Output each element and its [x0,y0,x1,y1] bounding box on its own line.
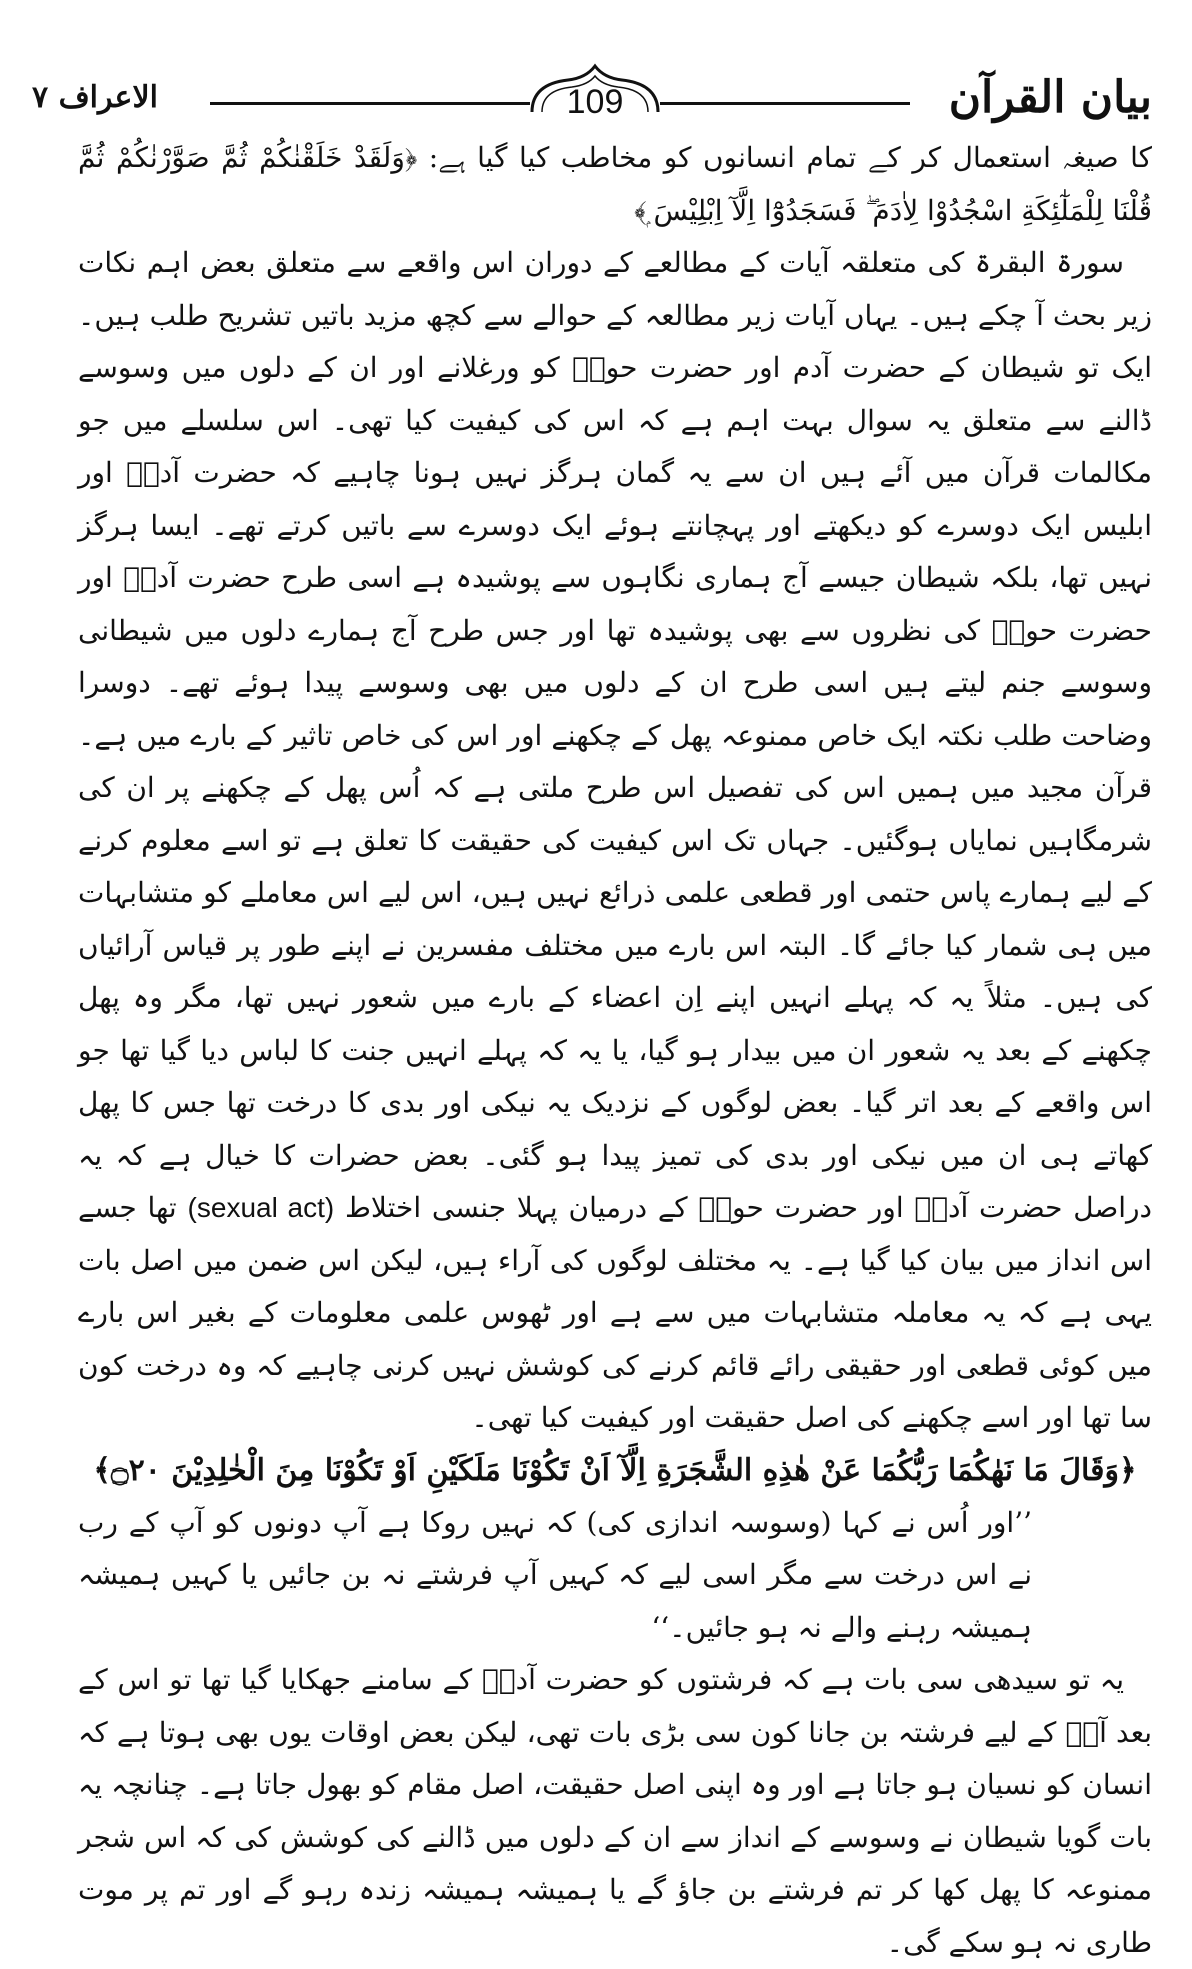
page-content [78,132,1152,1969]
header-rule-left [210,102,530,105]
intro-paragraph: کا صیغہ استعمال کر کے تمام انسانوں کو مخاطب کیا گیا ہے: ﴿وَلَقَدْ خَلَقْنٰكُمْ ثُمَّ صَوَّرْنٰكُمْ ثُمَّ قُلْنَا لِلْمَلٰٓئِكَةِ اسْجُدُوْا لِاٰدَمَ ۖ فَسَجَدُوْٓا اِلَّآ اِبْلِيْسَ ۭ﴾ [78,141,1152,227]
commentary-paragraph-2: یہ تو سیدھی سی بات ہے کہ فرشتوں کو حضرت آدمؑ کے سامنے جھکایا گیا تھا تو اس کے بعد آپؑ کے لیے فرشتہ بن جانا کون سی بڑی بات تھی، لیکن بعض اوقات یوں بھی ہوتا ہے کہ انسان کو نسیان ہو جاتا ہے اور وہ اپنی اصل حقیقت، اصل مقام کو بھول جاتا ہے۔ چنانچہ یہ بات گویا شیطان نے وسوسے کے انداز سے ان کے دلوں میں ڈالنے کی کوشش کی کہ اس شجر ممنوعہ کا پھل کھا کر تم فرشتے بن جاؤ گے یا ہمیشہ ہمیشہ زندہ رہو گے اور تم پر موت طاری نہ ہو سکے گی۔ [78,1663,1153,1959]
english-term: (sexual act) [187,1192,335,1223]
verse-translation [78,1497,1152,1655]
translation-text: ’’اور اُس نے کہا (وسوسہ اندازی کی) کہ نہیں روکا ہے آپ دونوں کو آپ کے رب نے اس درخت سے مگر اسی لیے کہ کہیں آپ فرشتے نہ بن جائیں یا کہیں ہمیشہ ہمیشہ رہنے والے نہ ہو جائیں۔‘‘ [78,1505,1032,1644]
commentary-text-tail: تھا جسے اس انداز میں بیان کیا گیا ہے۔ یہ مختلف لوگوں کی آراء ہیں، لیکن اس ضمن میں اصل بات یہی ہے کہ یہ معاملہ متشابہات میں سے ہے اور ٹھوس علمی معلومات کے بغیر اس بارے میں کوئی قطعی اور حقیقی رائے قائم کرنے کی کوشش نہیں کرنی چاہیے کہ وہ درخت کون سا تھا اور اسے چکھنے کی اصل حقیقت اور کیفیت کیا تھی۔ [78,1191,1152,1434]
quran-verse: ﴿وَقَالَ مَا نَهٰكُمَا رَبُّكُمَا عَنْ هٰذِهِ الشَّجَرَةِ اِلَّآ اَنْ تَكُوْنَا مَلَكَيْنِ اَوْ تَكُوْنَا مِنَ الْخٰلِدِيْنَ ۝۲۰﴾ [93,1452,1137,1488]
surah-label: الاعراف ۷ [32,80,158,115]
header-rule-right [660,102,910,105]
page-number-ornament [528,62,662,122]
commentary-paragraph-1 [78,237,1152,1445]
page-number: 109 [566,83,624,121]
commentary-text: سورۃ البقرۃ کی متعلقہ آیات کے مطالعے کے دوران اس واقعے سے متعلق بعض اہم نکات زیر بحث آ چکے ہیں۔ یہاں آیات زیر مطالعہ کے حوالے سے کچھ مزید باتیں تشریح طلب ہیں۔ ایک تو شیطان کے حضرت آدم اور حضرت حواؑ کو ورغلانے اور ان کے دلوں میں وسوسے ڈالنے سے متعلق یہ سوال بہت اہم ہے کہ اس کی کیفیت کیا تھی۔ اس سلسلے میں جو مکالمات قرآن میں آئے ہیں ان سے یہ گمان ہرگز نہیں ہونا چاہیے کہ حضرت آدمؑ اور ابلیس ایک دوسرے کو دیکھتے اور پہچانتے ہوئے ایک دوسرے سے باتیں کرتے تھے۔ ایسا ہرگز نہیں تھا، بلکہ شیطان جیسے آج ہماری نگاہوں سے پوشیدہ ہے اسی طرح حضرت آدمؑ اور حضرت حواؑ کی نظروں سے بھی پوشیدہ تھا اور جس طرح آج ہمارے دلوں میں شیطانی وسوسے جنم لیتے ہیں اسی طرح ان کے دلوں میں بھی وسوسے پیدا ہوئے تھے۔ دوسرا وضاحت طلب نکتہ ایک خاص ممنوعہ پھل کے چکھنے اور اس کی خاص تاثیر کے بارے میں ہے۔ قرآن مجید میں ہمیں اس کی تفصیل اس طرح ملتی ہے کہ اُس پھل کے چکھنے پر ان کی شرمگاہیں نمایاں ہوگئیں۔ جہاں تک اس کیفیت کی حقیقت کا تعلق ہے تو اسے معلوم کرنے کے لیے ہمارے پاس حتمی اور قطعی علمی ذرائع نہیں ہیں، اس لیے اس معاملے کو متشابہات میں ہی شمار کیا جائے گا۔ البتہ اس بارے میں مختلف مفسرین نے اپنے طور پر قیاس آرائیاں کی ہیں۔ مثلاً یہ کہ پہلے انہیں اپنے اِن اعضاء کے بارے میں شعور نہیں تھا، مگر وہ پھل چکھنے کے بعد یہ شعور ان میں بیدار ہو گیا، یا یہ کہ پہلے انہیں جنت کا لباس دیا گیا تھا جو اس واقعے کے بعد اتر گیا۔ بعض لوگوں کے نزدیک یہ نیکی اور بدی کا درخت تھا جس کا پھل کھاتے ہی ان میں نیکی اور بدی کی تمیز پیدا ہو گئی۔ بعض حضرات کا خیال ہے کہ یہ دراصل حضرت آدمؑ اور حضرت حواؑ کے درمیان پہلا جنسی اختلاط [78,246,1153,1224]
book-title: بیان القرآن [948,72,1152,123]
